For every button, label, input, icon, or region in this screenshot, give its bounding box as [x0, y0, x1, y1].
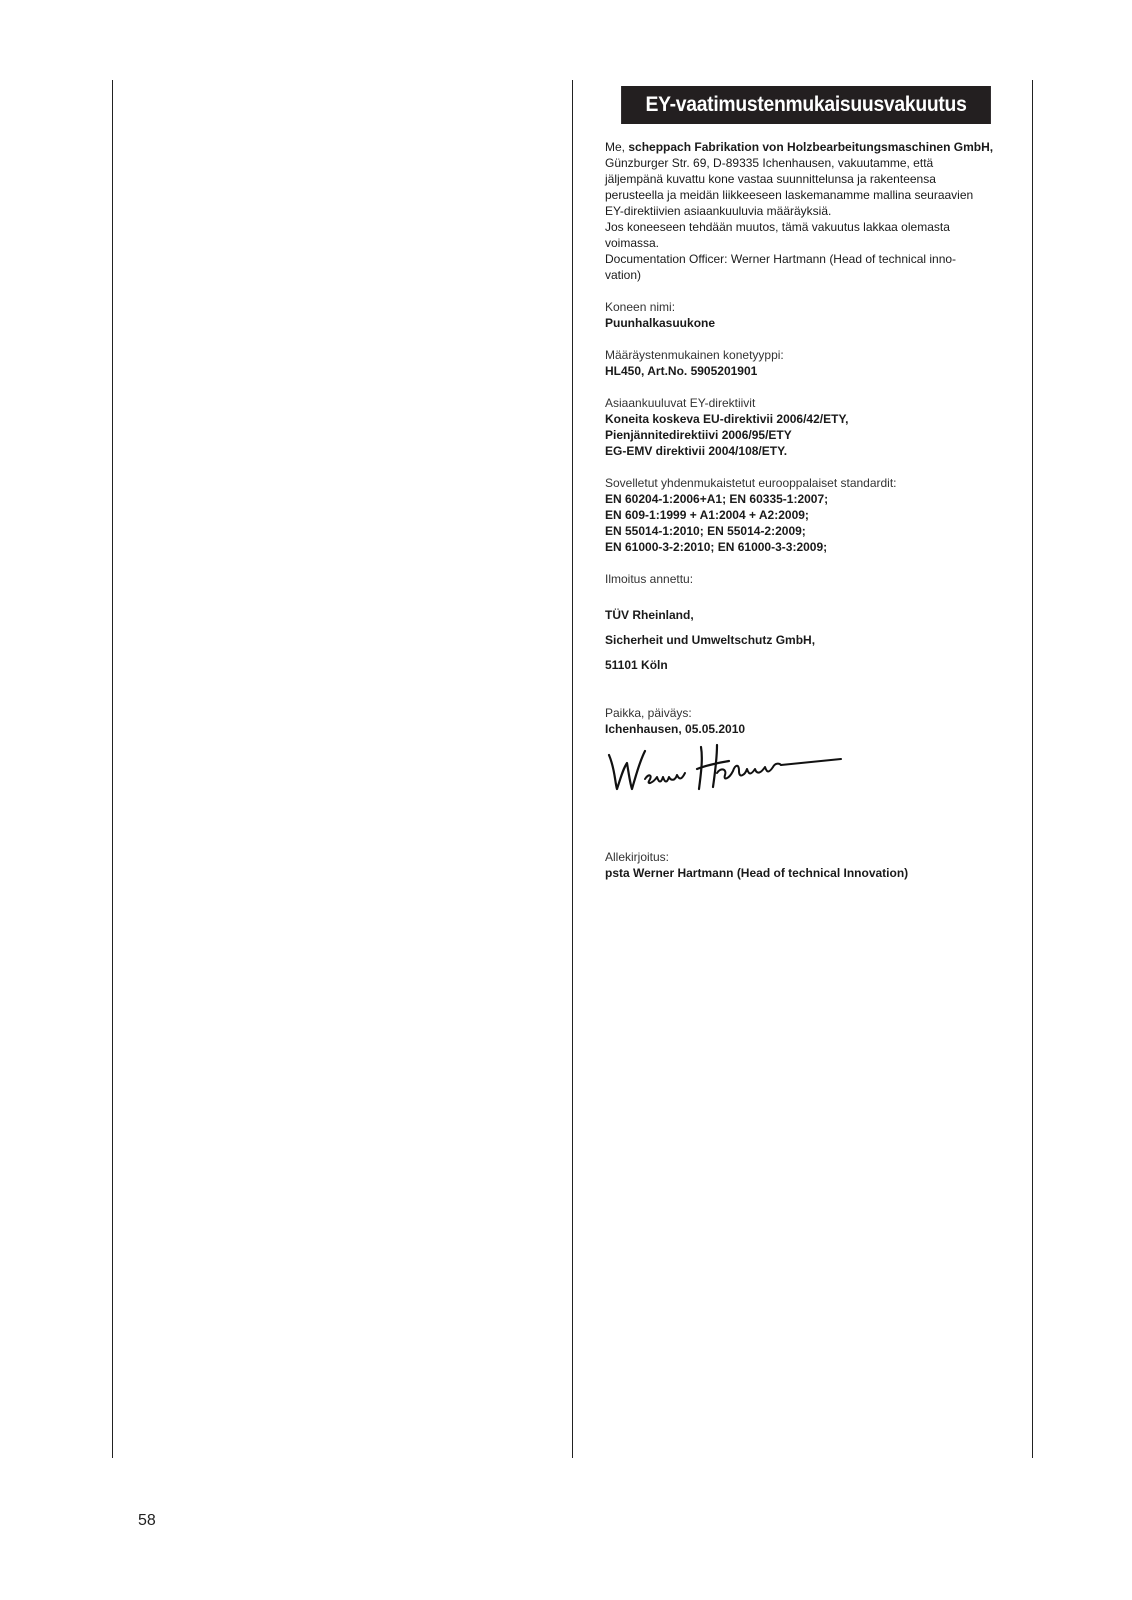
notified-body-line: TÜV Rheinland,	[605, 608, 694, 622]
machine-type-section	[605, 347, 1007, 379]
intro-paragraph	[605, 139, 1007, 283]
machine-name-label: Koneen nimi:	[605, 300, 676, 314]
place-date-label: Paikka, päiväys:	[605, 706, 692, 720]
notified-body-line: 51101 Köln	[605, 658, 668, 672]
standard-item: EN 61000-3-2:2010; EN 61000-3-3:2009;	[605, 540, 828, 554]
intro-line: jäljempänä kuvattu kone vastaa suunnittelunsa ja rakenteensa	[605, 172, 936, 186]
column-divider-right	[1032, 80, 1033, 1458]
declaration-column	[605, 86, 1007, 881]
intro-line: perusteella ja meidän liikkeeseen laskemanamme mallina seuraavien	[605, 188, 974, 202]
signature-label: Allekirjoitus:	[605, 850, 670, 864]
standard-item: EN 55014-1:2010; EN 55014-2:2009;	[605, 524, 806, 538]
column-divider-middle	[572, 80, 573, 1458]
page-number: 58	[138, 1512, 156, 1529]
intro-line: Documentation Officer: Werner Hartmann (Head of technical inno-	[605, 252, 957, 266]
handwritten-signature	[605, 739, 845, 799]
machine-name-value: Puunhalkasuukone	[605, 316, 716, 330]
notified-body-section	[605, 571, 1007, 673]
intro-line: Günzburger Str. 69, D-89335 Ichenhausen, vakuutamme, että	[605, 156, 934, 170]
intro-prefix: Me,	[605, 140, 629, 154]
company-name: scheppach Fabrikation von Holzbearbeitungsmaschinen GmbH,	[628, 140, 994, 154]
standard-item: EN 609-1:1999 + A1:2004 + A2:2009;	[605, 508, 809, 522]
directives-section	[605, 395, 1007, 459]
page-title: EY-vaatimustenmukaisuusvakuutus	[621, 86, 991, 124]
directive-item: Pienjännitedirektiivi 2006/95/ETY	[605, 428, 792, 442]
column-divider-left	[112, 80, 113, 1458]
machine-name-section	[605, 299, 1007, 331]
intro-line: Jos koneeseen tehdään muutos, tämä vakuutus lakkaa olemasta	[605, 220, 950, 234]
directive-item: EG-EMV direktivii 2004/108/ETY.	[605, 444, 788, 458]
signature-section	[605, 849, 1007, 881]
notified-body-line: Sicherheit und Umweltschutz GmbH,	[605, 633, 816, 647]
intro-line: voimassa.	[605, 236, 660, 250]
notified-body-label: Ilmoitus annettu:	[605, 572, 694, 586]
place-date-value: Ichenhausen, 05.05.2010	[605, 722, 746, 736]
standards-section	[605, 475, 1007, 555]
standards-label: Sovelletut yhdenmukaistetut eurooppalaiset standardit:	[605, 476, 897, 490]
place-date-section	[605, 705, 1007, 737]
directive-item: Koneita koskeva EU-direktivii 2006/42/ETY,	[605, 412, 849, 426]
machine-type-label: Määräystenmukainen konetyyppi:	[605, 348, 784, 362]
machine-type-value: HL450, Art.No. 5905201901	[605, 364, 758, 378]
directives-label: Asiaankuuluvat EY-direktiivit	[605, 396, 756, 410]
signature-value: psta Werner Hartmann (Head of technical Innovation)	[605, 866, 909, 880]
intro-line: EY-direktiivien asiaankuuluvia määräyksiä.	[605, 204, 832, 218]
standard-item: EN 60204-1:2006+A1; EN 60335-1:2007;	[605, 492, 829, 506]
intro-line: vation)	[605, 268, 642, 282]
